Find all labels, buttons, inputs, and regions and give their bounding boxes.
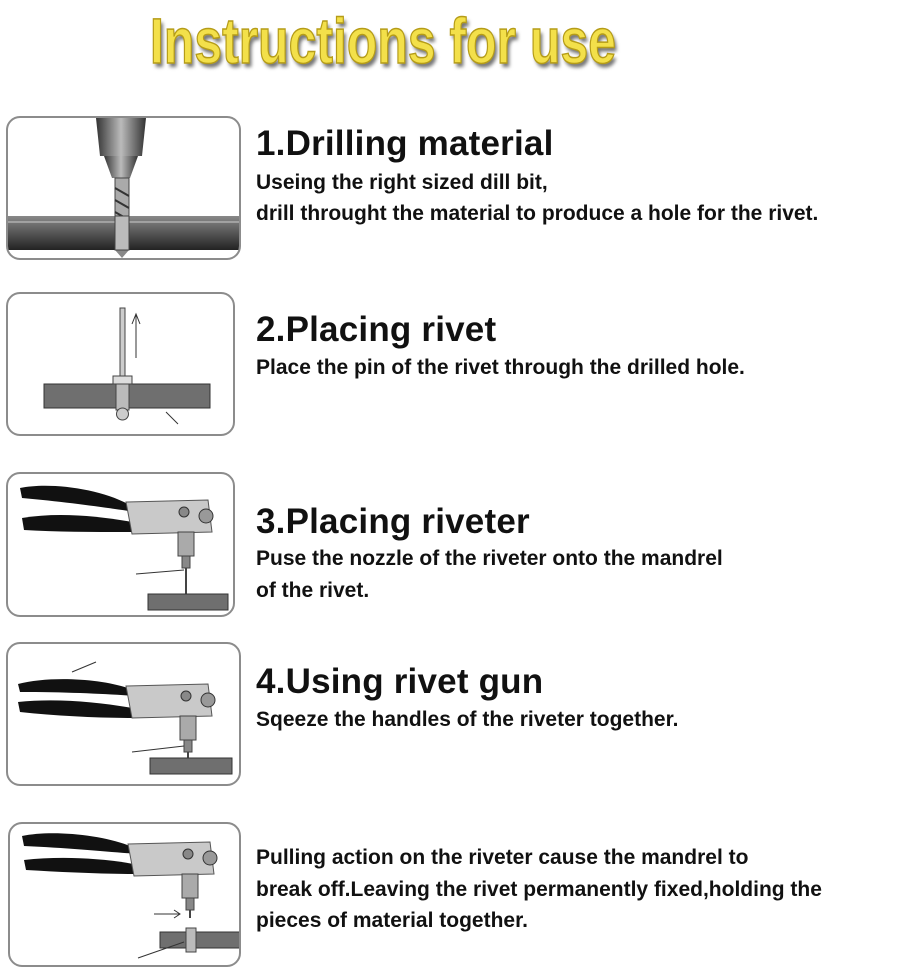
mandrel-break-icon: [10, 824, 241, 967]
drill-icon: [8, 118, 241, 260]
step-2-text-line-1: Place the pin of the rivet through the drilled hole.: [256, 356, 745, 379]
step-5-image: [8, 822, 241, 967]
step-1-image: [6, 116, 241, 260]
step-1-text-line-2: drill throught the material to produce a hole for the rivet.: [256, 202, 819, 225]
step-1-text-line-1: Useing the right sized dill bit,: [256, 171, 548, 194]
step-1-heading: 1.Drilling material: [256, 124, 554, 163]
step-3-text-line-2: of the rivet.: [256, 579, 370, 602]
step-4-image: [6, 642, 241, 786]
step-4-text-line-1: Sqeeze the handles of the riveter together.: [256, 708, 679, 731]
rivet-gun-icon: [8, 644, 241, 786]
step-3-text-line-1: Puse the nozzle of the riveter onto the mandrel: [256, 547, 723, 570]
step-4-heading: 4.Using rivet gun: [256, 662, 544, 701]
step-3-image: [6, 472, 235, 617]
step-5-text-line-1: Pulling action on the riveter cause the mandrel to: [256, 846, 749, 869]
step-2-image: [6, 292, 235, 436]
rivet-icon: [8, 294, 235, 436]
step-5-text-line-3: pieces of material together.: [256, 909, 528, 932]
step-3-heading: 3.Placing riveter: [256, 502, 530, 541]
page-title: Instructions for use: [149, 5, 616, 77]
step-2-heading: 2.Placing rivet: [256, 310, 497, 349]
step-5-text-line-2: break off.Leaving the rivet permanently fixed,holding the: [256, 878, 822, 901]
riveter-icon: [8, 474, 235, 617]
